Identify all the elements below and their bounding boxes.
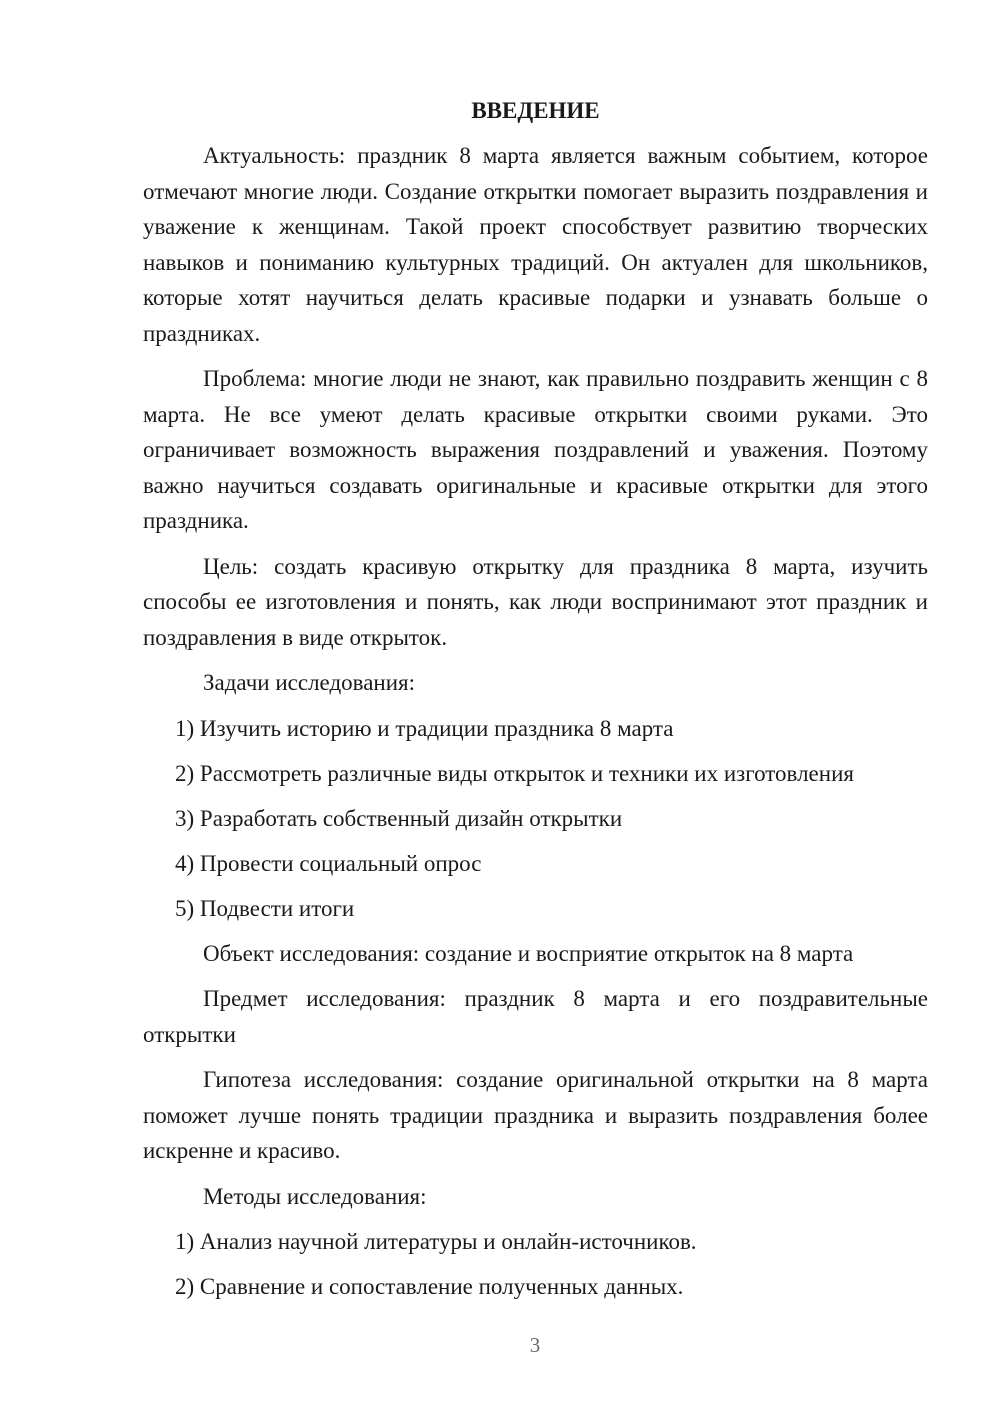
task-item-2: 2) Рассмотреть различные виды открыток и техники их изготовления — [175, 760, 854, 786]
goal-paragraph: Цель: создать красивую открытку для праздника 8 марта, изучить способы ее изготовления и понять, как люди воспринимают этот праздник и поздравления в виде открыток. — [143, 553, 928, 650]
task-item-3: 3) Разработать собственный дизайн открытки — [175, 805, 623, 831]
method-item-2: 2) Сравнение и сопоставление полученных данных. — [175, 1274, 684, 1299]
task-item-1: 1) Изучить историю и традиции праздника 8 марта — [175, 715, 674, 741]
hypothesis-paragraph: Гипотеза исследования: создание оригинальной открытки на 8 марта поможет лучше понять традиции праздника и выразить поздравления более искренне и красиво. — [143, 1067, 928, 1163]
object-paragraph: Объект исследования: создание и восприятие открыток на 8 марта — [203, 940, 854, 966]
method-item-1: 1) Анализ научной литературы и онлайн-источников. — [175, 1229, 697, 1254]
relevance-paragraph: Актуальность: праздник 8 марта является важным событием, которое отмечают многие люди. Создание открытки помогает выразить поздравления и уважение к женщинам. Такой проект способствует развитию творческих навыков и пониманию культурных традиций. Он актуален для школьников, которые хотят научиться делать красивые подарки и узнавать больше о праздниках. — [143, 143, 928, 346]
task-item-4: 4) Провести социальный опрос — [175, 850, 482, 876]
subject-paragraph: Предмет исследования: праздник 8 марта и его поздравительные открытки — [143, 986, 928, 1047]
problem-paragraph: Проблема: многие люди не знают, как правильно поздравить женщин с 8 марта. Не все умеют делать красивые открытки своими руками. Это ограничивает возможность выражения поздравлений и уважения. Поэтому важно научиться создавать оригинальные и красивые открытки для этого праздника. — [143, 366, 928, 533]
task-item-5: 5) Подвести итоги — [175, 895, 355, 921]
page-number: 3 — [529, 1333, 541, 1357]
tasks-heading: Задачи исследования: — [203, 670, 416, 695]
methods-heading: Методы исследования: — [203, 1183, 427, 1209]
page-content — [143, 93, 928, 1314]
section-title: ВВЕДЕНИЕ — [471, 98, 600, 123]
